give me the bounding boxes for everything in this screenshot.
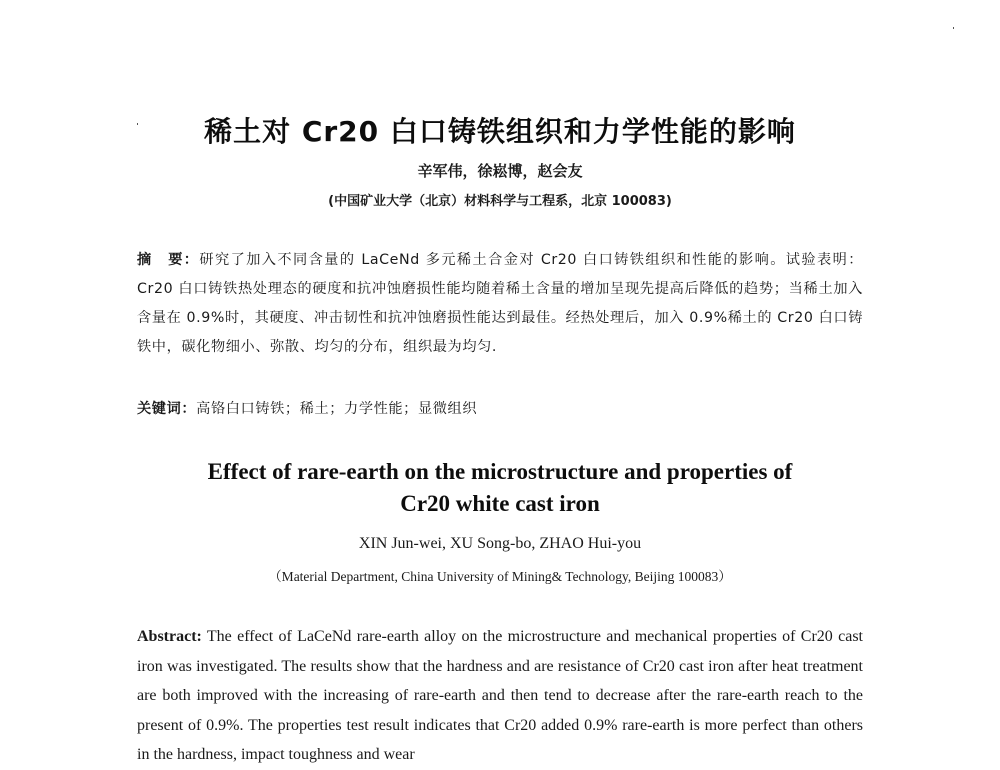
affiliation-chinese: (中国矿业大学（北京）材料科学与工程系，北京 100083) (328, 194, 672, 209)
title-line-2: Cr20 white cast iron (400, 491, 600, 516)
authors-english: XIN Jun-wei, XU Song-bo, ZHAO Hui-you (358, 535, 642, 552)
abstract-label-english: Abstract: (137, 628, 202, 645)
abstract-text-chinese: 研究了加入不同含量的 LaCeNd 多元稀土合金对 Cr20 白口铸铁组织和性能的影响。试验表明：Cr20 白口铸铁热处理态的硬度和抗冲蚀磨损性能均随着稀土含量的增加呈现先提高后降低的趋势；当稀土加入含量在 0.9%时，其硬度、冲击韧性和抗冲蚀磨损性能达到最佳。经热处理后，加入 0.9%稀土的 Cr20 白口铸铁中，碳化物细小、弥散、均匀的分布，组织最为均匀. (137, 252, 863, 355)
abstract-label-chinese: 摘 要： (137, 252, 200, 268)
affiliation-english: （Material Department, China University of Mining& Technology, Beijing 100083） (268, 569, 732, 584)
paper-title-english (0, 456, 1000, 520)
abstract-text-english: The effect of LaCeNd rare-earth alloy on the microstructure and mechanical properties of Cr20 cast iron was investigated. The results show that the hardness and are resistance of Cr20 cast iron after heat treatment are both improved with the increasing of rare-earth and then tend to decrease after the rare-earth reach to the present of 0.9%. The properties test result indicates that Cr20 added 0.9% rare-earth is more perfect than others in the hardness, impact toughness and wear (137, 628, 863, 763)
abstract-chinese (137, 246, 863, 362)
keywords-chinese (137, 398, 477, 418)
paper-title-chinese: 稀土对 Cr20 白口铸铁组织和力学性能的影响 (204, 115, 796, 148)
keywords-text-chinese: 高铬白口铸铁；稀土；力学性能；显微组织 (196, 401, 478, 417)
abstract-english (137, 622, 863, 770)
scan-speck (953, 27, 954, 29)
authors-chinese: 辛军伟，徐崧博，赵会友 (417, 162, 583, 180)
keywords-label-chinese: 关键词： (137, 401, 197, 417)
title-line-1: Effect of rare-earth on the microstructure and properties of (207, 459, 793, 484)
